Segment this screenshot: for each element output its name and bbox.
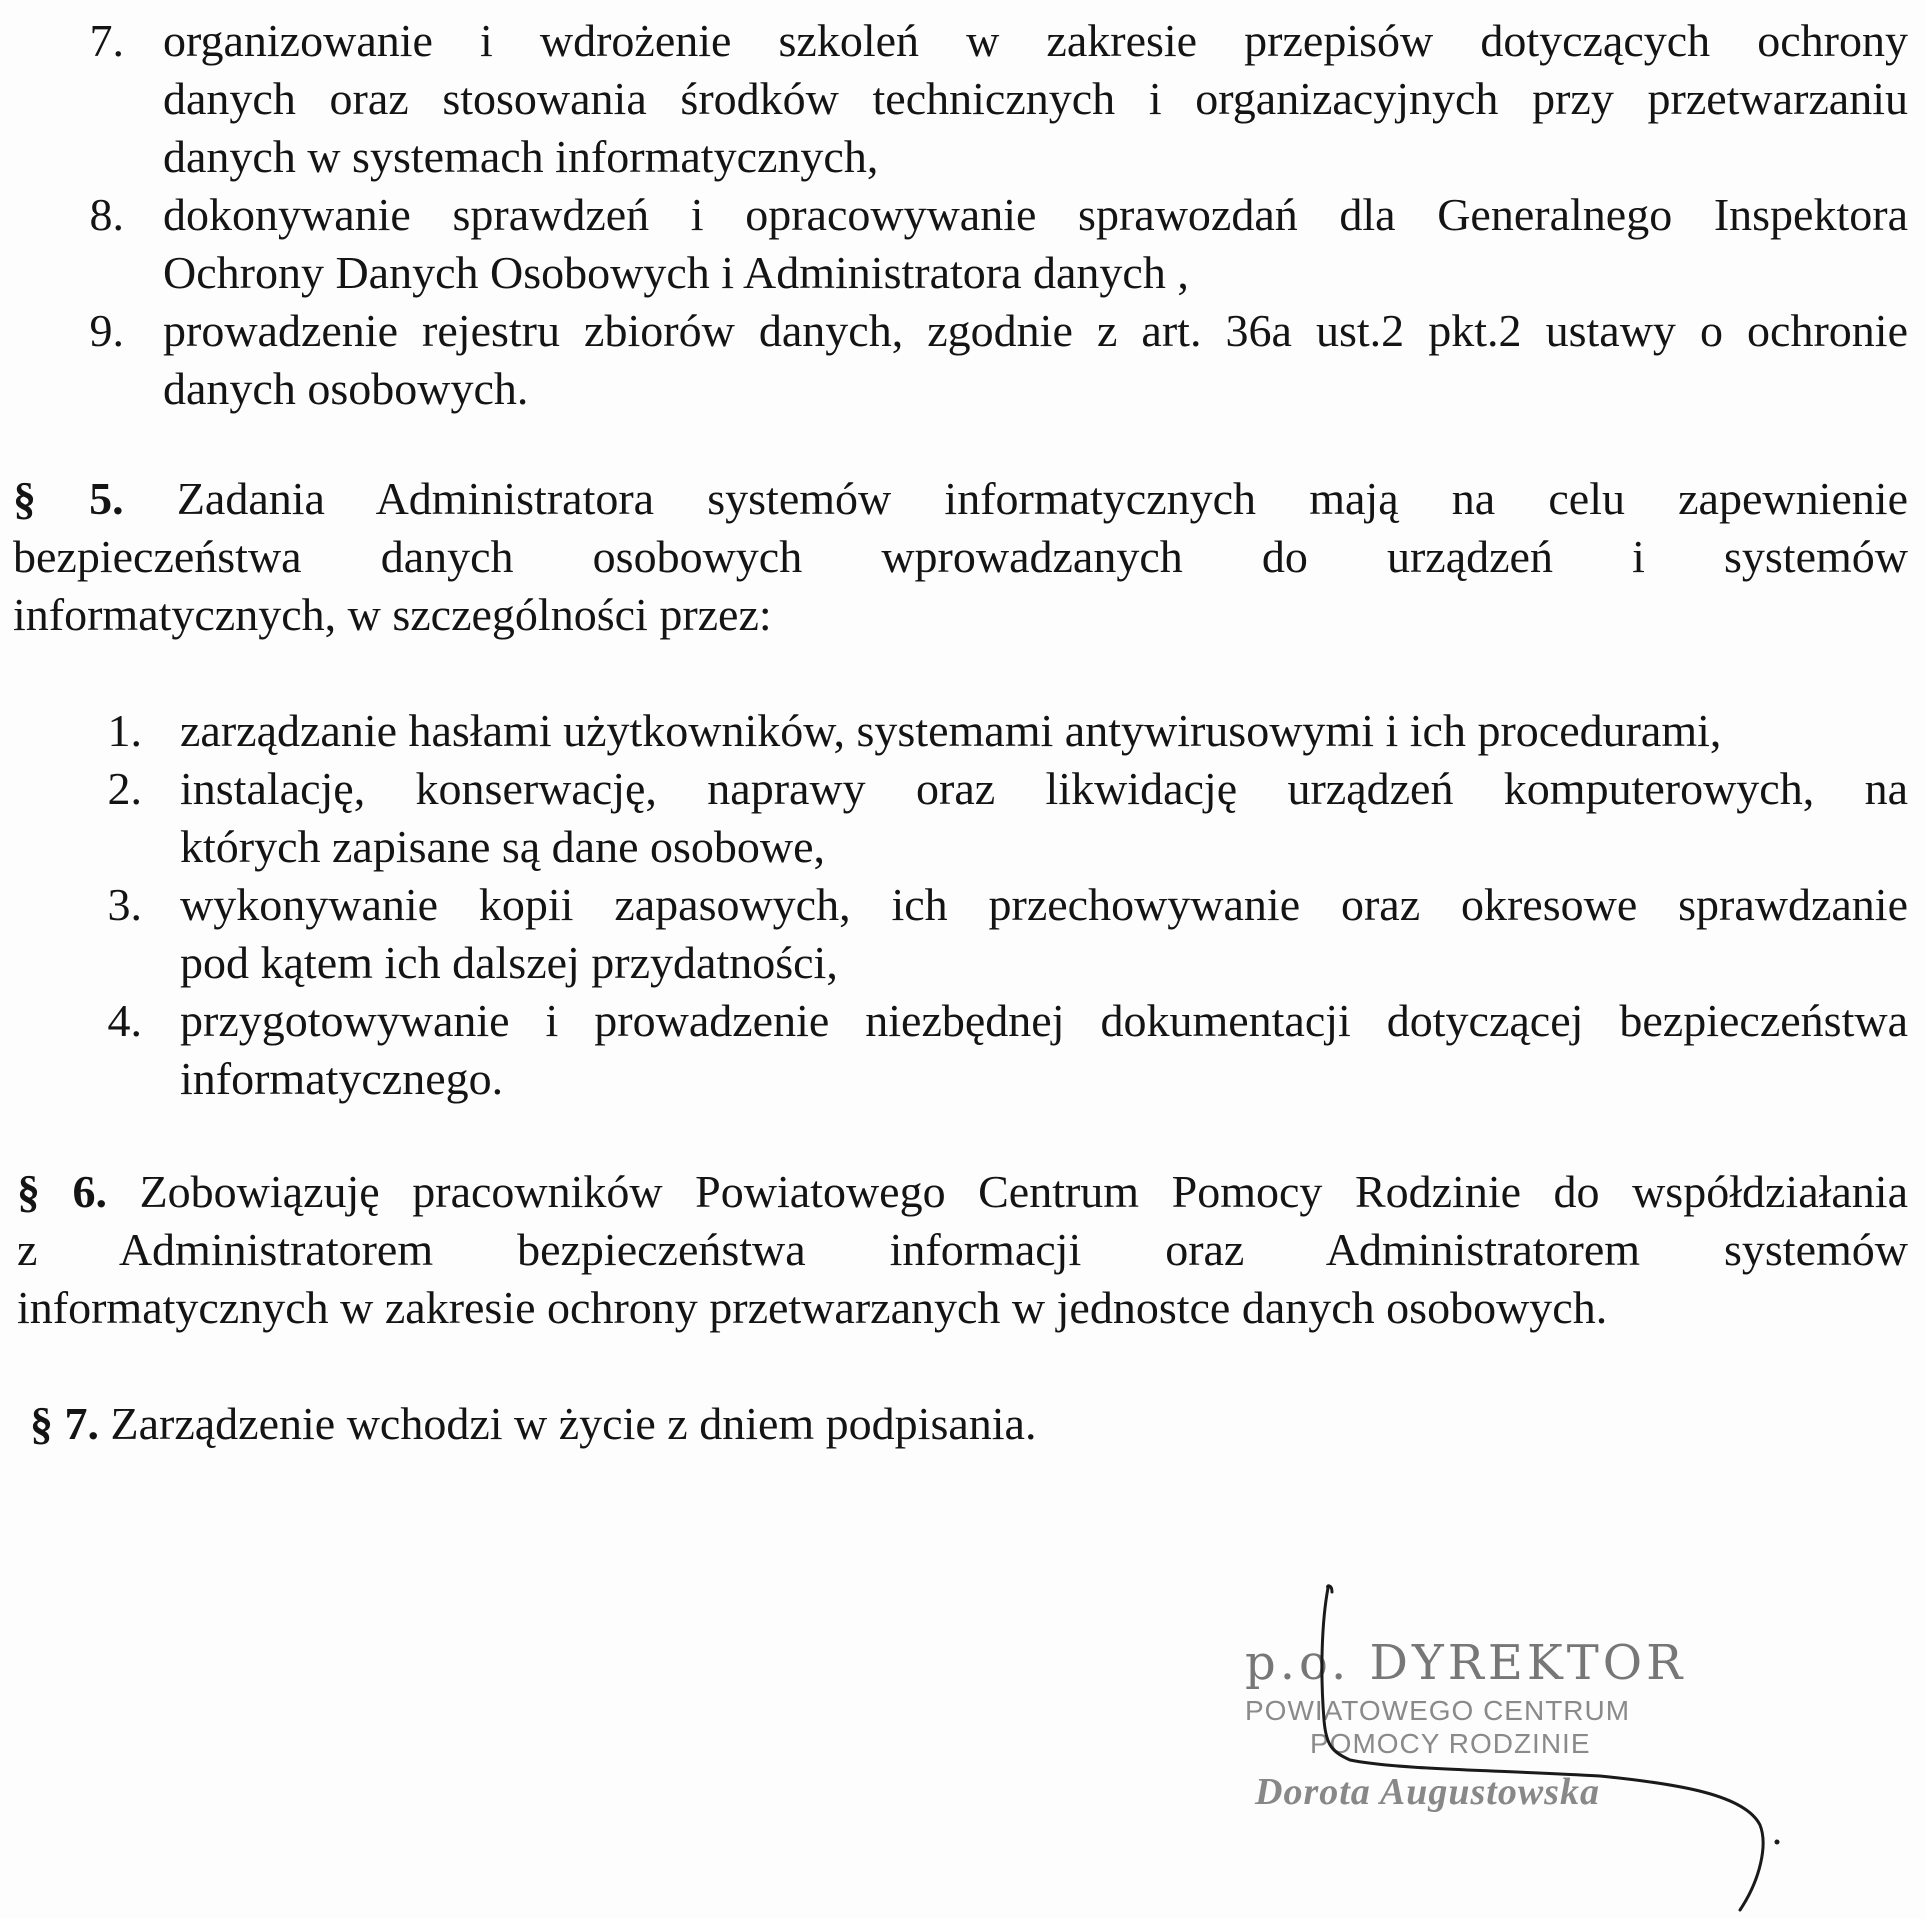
paragraph-6-line-2: z Administratorem bezpieczeństwa informacji oraz Administratorem systemów (17, 1224, 1908, 1275)
list-item-line: danych oraz stosowania środków technicznych i organizacyjnych przy przetwarzaniu (163, 73, 1908, 124)
list-item (0, 186, 1908, 302)
paragraph-5-line-2: bezpieczeństwa danych osobowych wprowadzanych do urządzeń i systemów (13, 531, 1908, 582)
list-item-line: których zapisane są dane osobowe, (180, 821, 826, 872)
paragraph-5 (13, 470, 1908, 644)
paragraph-7-line-1: § 7. Zarządzenie wchodzi w życie z dniem podpisania. (30, 1398, 1037, 1449)
stamp-line-1: POWIATOWEGO CENTRUM (1245, 1695, 1631, 1726)
paragraph-7-label: § 7. (30, 1398, 99, 1449)
list-item-number: 8. (89, 189, 124, 240)
list-item-text (163, 186, 1908, 302)
list-item-line: organizowanie i wdrożenie szkoleń w zakresie przepisów dotyczących ochrony (163, 15, 1908, 66)
list-item-text (180, 876, 1908, 992)
paragraph-6-label: § 6. (17, 1166, 108, 1217)
duties-list-continued (0, 12, 1908, 418)
list-item-number: 9. (89, 305, 124, 356)
list-item-line: informatycznego. (180, 1053, 504, 1104)
list-item-line: przygotowywanie i prowadzenie niezbędnej dokumentacji dotyczącej bezpieczeństwa (180, 995, 1908, 1046)
list-item-line: dokonywanie sprawdzeń i opracowywanie sprawozdań dla Generalnego Inspektora (163, 189, 1908, 240)
admin-tasks-list (0, 702, 1908, 1108)
list-item (0, 12, 1908, 186)
list-item-line: wykonywanie kopii zapasowych, ich przechowywanie oraz okresowe sprawdzanie (180, 879, 1908, 930)
list-item-number: 2. (107, 763, 142, 814)
paragraph-6-line-3: informatycznych w zakresie ochrony przetwarzanych w jednostce danych osobowych. (17, 1282, 1608, 1333)
paragraph-6-line-1: § 6. Zobowiązuję pracowników Powiatowego Centrum Pomocy Rodzinie do współdziałania (17, 1166, 1909, 1217)
stamp-name: Dorota Augustowska (1255, 1771, 1600, 1813)
paragraph-5-line-1: § 5. Zadania Administratora systemów informatycznych mają na celu zapewnienie (13, 473, 1908, 524)
paragraph-5-line-3: informatycznych, w szczególności przez: (13, 589, 772, 640)
stamp-line-2: POMOCY RODZINIE (1310, 1728, 1591, 1759)
handwritten-signature (1240, 1580, 1860, 1919)
list-item-text (163, 302, 1908, 418)
list-item-line: zarządzanie hasłami użytkowników, systemami antywirusowymi i ich procedurami, (180, 705, 1722, 756)
list-item-line: danych osobowych. (163, 363, 529, 414)
list-item-number: 3. (107, 879, 142, 930)
list-item-line: pod kątem ich dalszej przydatności, (180, 937, 838, 988)
list-item (0, 760, 1908, 876)
list-item (0, 992, 1908, 1108)
list-item-number: 4. (107, 995, 142, 1046)
list-item-text (180, 702, 1908, 760)
paragraph-7 (30, 1395, 1630, 1453)
paragraph-5-label: § 5. (13, 473, 124, 524)
paragraph-6 (17, 1163, 1908, 1337)
list-item-line: Ochrony Danych Osobowych i Administratora danych , (163, 247, 1189, 298)
list-item-number: 1. (107, 705, 142, 756)
list-item (0, 876, 1908, 992)
list-item-number: 7. (89, 15, 124, 66)
list-item-text (180, 760, 1908, 876)
list-item-text (180, 992, 1908, 1108)
list-item-line: prowadzenie rejestru zbiorów danych, zgodnie z art. 36a ust.2 pkt.2 ustawy o ochronie (163, 305, 1908, 356)
stamp-title: p.o. DYREKTOR (1245, 1635, 1687, 1691)
list-item-line: instalację, konserwację, naprawy oraz likwidację urządzeń komputerowych, na (180, 763, 1908, 814)
list-item (0, 302, 1908, 418)
list-item-line: danych w systemach informatycznych, (163, 131, 879, 182)
list-item-text (163, 12, 1908, 186)
list-item (0, 702, 1908, 760)
